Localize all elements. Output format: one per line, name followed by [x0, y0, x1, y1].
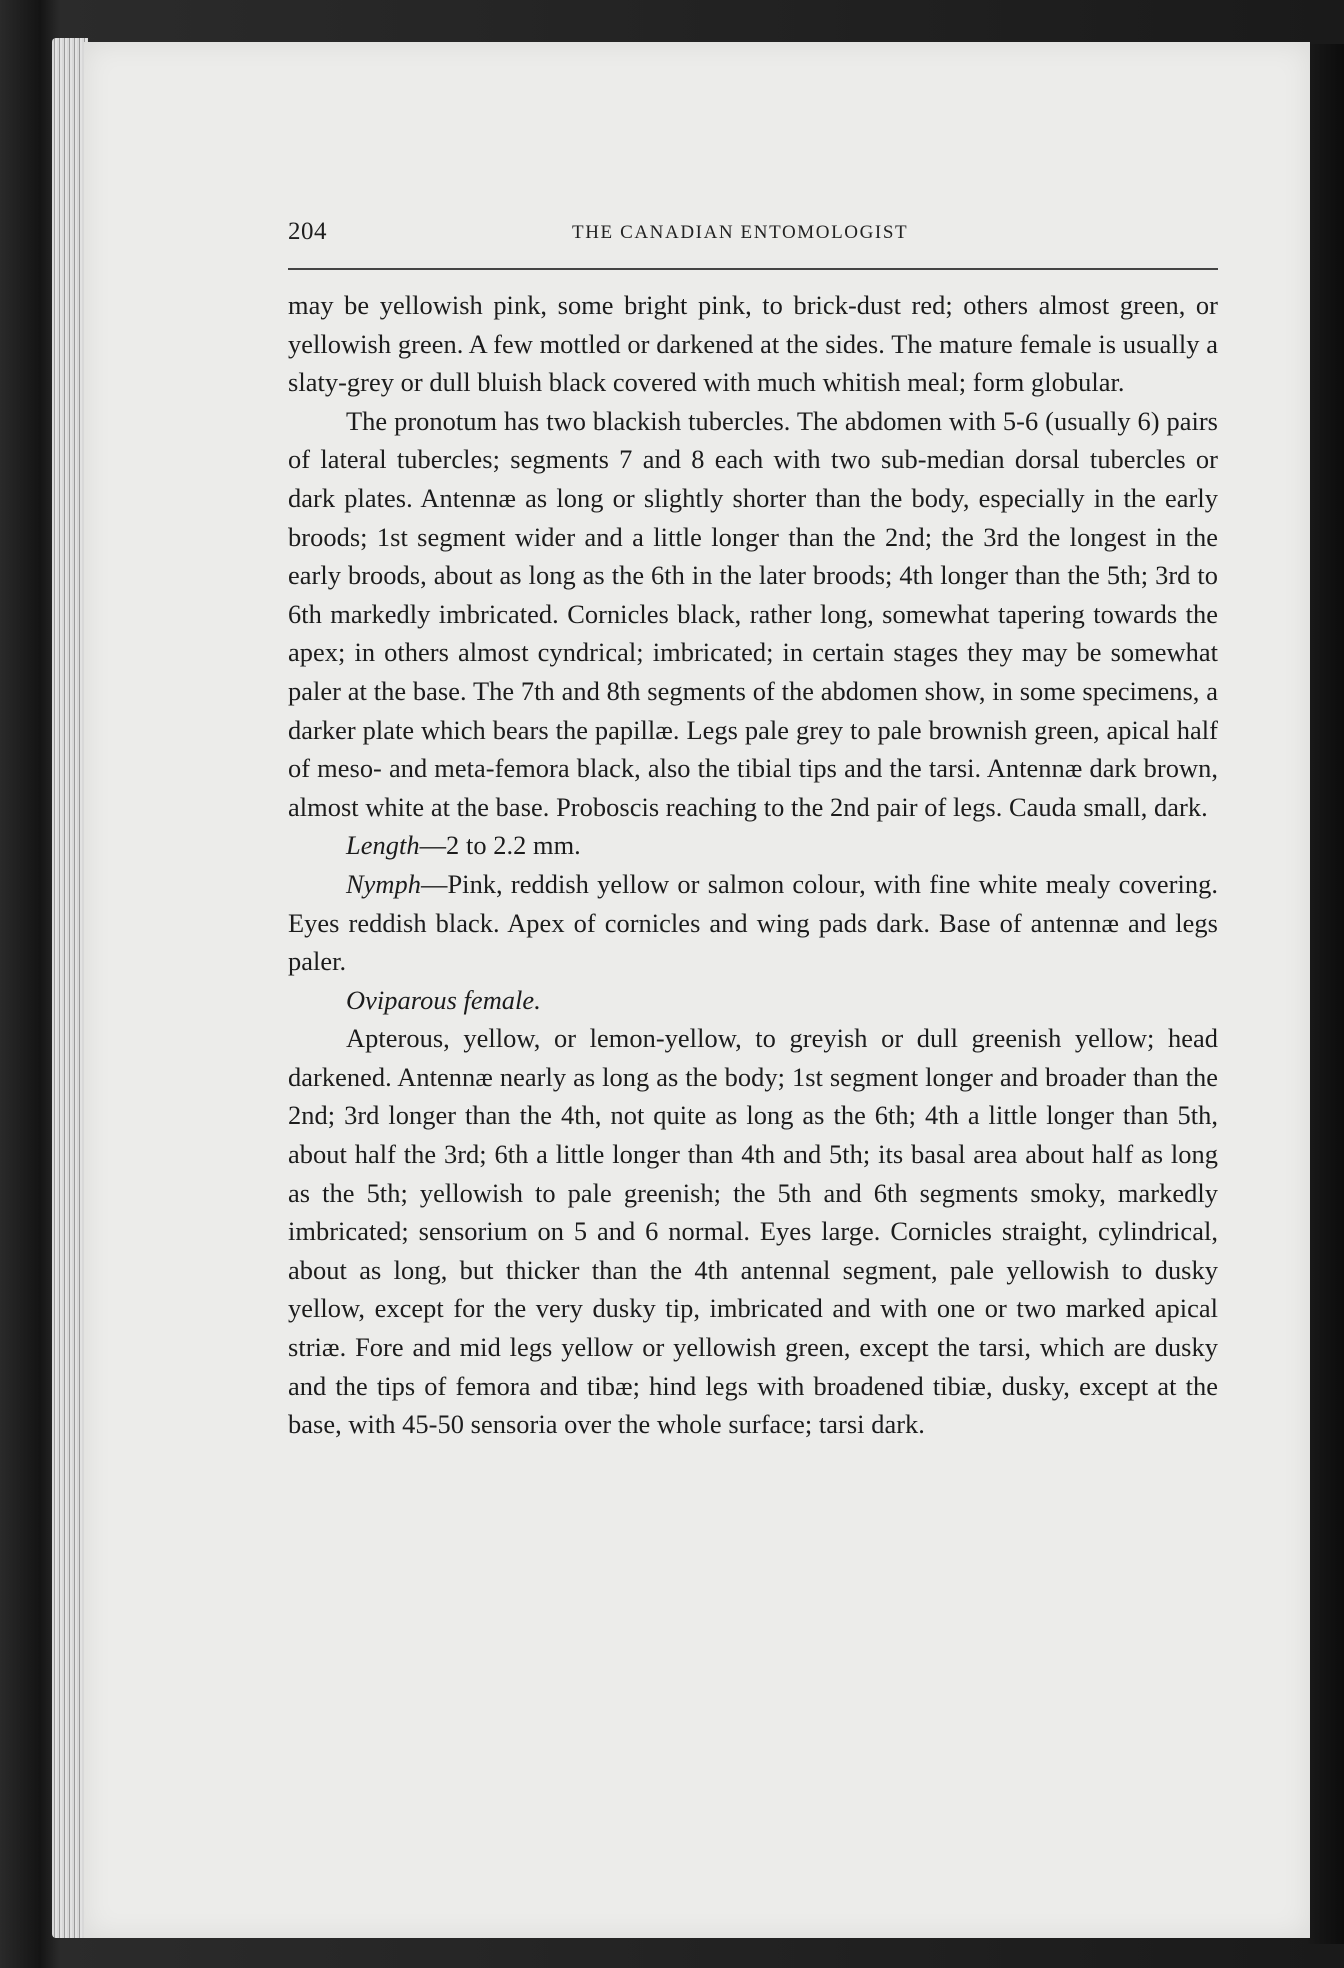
paragraph-nymph [288, 865, 1218, 981]
paragraph-length [288, 826, 1218, 865]
paragraph-label: Length [346, 830, 420, 861]
paragraph-apterous [288, 1019, 1218, 1444]
paragraph-text: —Pink, reddish yellow or salmon colour, with fine white mealy covering. Eyes reddish black. Apex of cornicles and wing pads dark. Base of antennæ and legs paler. [288, 868, 1218, 977]
page-header [288, 216, 1218, 256]
body-text [288, 286, 1218, 1444]
paragraph-pronotum [288, 402, 1218, 827]
paragraph-text: The pronotum has two blackish tubercles. The abdomen with 5-6 (usually 6) pairs of lateral tubercles; segments 7 and 8 each with two sub-median dorsal tubercles or dark plates. Antennæ as long or slightly shorter than the body, especially in the early broods; 1st segment wider and a little longer than the 2nd; the 3rd the longest in the early broods, about as long as the 6th in the later broods; 4th longer than the 5th; 3rd to 6th markedly imbricated. Cornicles black, rather long, somewhat tapering towards the apex; in others almost cyndrical; imbricated; in certain stages they may be somewhat paler at the base. The 7th and 8th segments of the abdomen show, in some specimens, a darker plate which bears the papillæ. Legs pale grey to pale brownish green, apical half of meso- and meta-femora black, also the tibial tips and the tarsi. Antennæ dark brown, almost white at the base. Proboscis reaching to the 2nd pair of legs. Cauda small, dark. [288, 405, 1218, 822]
paragraph-text: Apterous, yellow, or lemon-yellow, to greyish or dull greenish yellow; head darkened. Antennæ nearly as long as the body; 1st segment longer and broader than the 2nd; 3rd longer than the 4th, not quite as long as the 6th; 4th a little longer than 5th, about half the 3rd; 6th a little longer than 4th and 5th; its basal area about half as long as the 5th; yellowish to pale greenish; the 5th and 6th segments smoky, markedly imbricated; sensorium on 5 and 6 normal. Eyes large. Cornicles straight, cylindrical, about as long, but thicker than the 4th antennal segment, pale yellowish to dusky yellow, except for the very dusky tip, imbricated and with one or two marked apical striæ. Fore and mid legs yellow or yellowish green, except the tarsi, which are dusky and the tips of femora and tibæ; hind legs with broadened tibiæ, dusky, except at the base, with 45-50 sensoria over the whole surface; tarsi dark. [288, 1023, 1218, 1440]
paragraph-text: may be yellowish pink, some bright pink, to brick-dust red; others almost green, or yellowish green. A few mottled or darkened at the sides. The mature female is usually a slaty-grey or dull bluish black covered with much whitish meal; form globular. [288, 290, 1218, 398]
paragraph-text: —2 to 2.2 mm. [419, 830, 581, 861]
paragraph-label: Nymph [346, 868, 422, 899]
page-edge-stack [52, 38, 88, 1938]
header-rule [288, 268, 1218, 270]
running-head: THE CANADIAN ENTOMOLOGIST [572, 222, 909, 243]
section-heading: Oviparous female. [346, 984, 541, 1015]
paragraph-continued [288, 286, 1218, 402]
page-number: 204 [288, 218, 327, 245]
paragraph-oviparous-heading [288, 981, 1218, 1020]
binding-shadow [1306, 44, 1344, 1944]
